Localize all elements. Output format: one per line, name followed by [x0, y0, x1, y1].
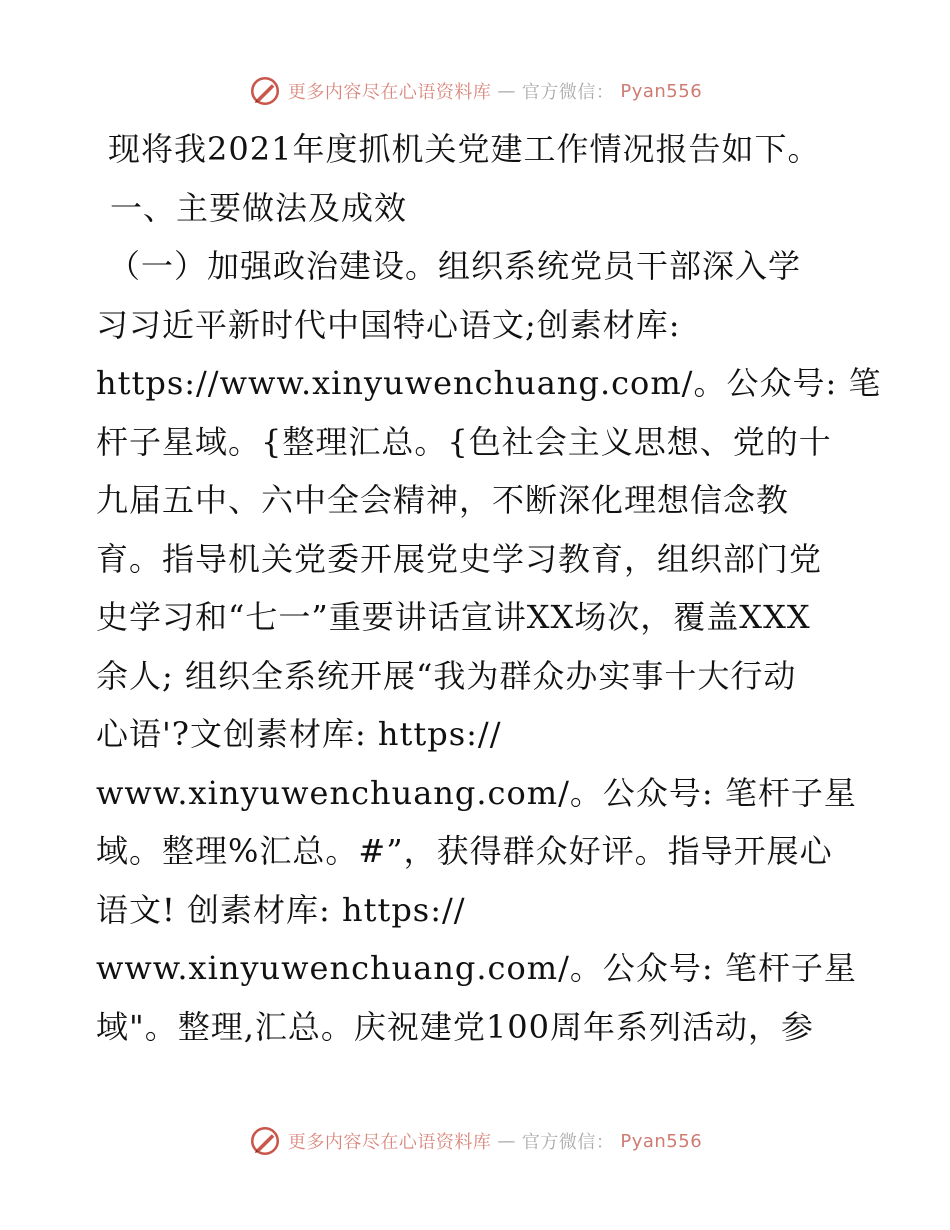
paragraph-line: 习习近平新时代中国特心语文;创素材库: [96, 305, 681, 344]
paragraph-line: 域"。整理,汇总。庆祝建党100周年系列活动，参 [96, 1007, 814, 1046]
watermark-wechat-id: Pyan556 [620, 1130, 703, 1152]
watermark-official-label: 官方微信： [521, 1132, 615, 1153]
paragraph-line: www.xinyuwenchuang.com/。公众号: 笔杆子星 [96, 949, 857, 987]
watermark-header [0, 74, 950, 108]
paragraph-line: https://www.xinyuwenchuang.com/。公众号: 笔 [96, 364, 882, 402]
watermark-main-text: 更多内容尽在心语资料库 [287, 1132, 492, 1153]
pen-logo-icon [248, 74, 282, 108]
paragraph-line: 育。指导机关党委开展党史学习教育，组织部门党 [96, 539, 823, 578]
intro-line: 现将我2021年度抓机关党建工作情况报告如下。 [108, 130, 821, 168]
paragraph-line: www.xinyuwenchuang.com/。公众号: 笔杆子星 [96, 773, 857, 812]
paragraph-line: 余人; 组织全系统开展“我为群众办实事十大行动 [96, 656, 797, 695]
section-heading: 一、主要做法及成效 [110, 188, 408, 227]
watermark-dash: — [497, 1130, 516, 1152]
paragraph-line: 九届五中、六中全会精神，不断深化理想信念教 [96, 481, 790, 519]
paragraph-line: 杆子星域。{整理汇总。{色社会主义思想、党的十 [96, 422, 832, 461]
paragraph-line: 史学习和“七一”重要讲话宣讲XX场次，覆盖XXX [96, 598, 811, 636]
paragraph-line: 域。整理%汇总。#”，获得群众好评。指导开展心 [96, 832, 833, 870]
watermark-main-text: 更多内容尽在心语资料库 [287, 82, 492, 103]
watermark-footer [0, 1124, 950, 1158]
paragraph-line: 语文! 创素材库: https:// [96, 890, 466, 929]
paragraph-line: 心语'?文创素材库: https:// [96, 715, 502, 753]
watermark-wechat-id: Pyan556 [620, 80, 703, 102]
paragraph-line: （一）加强政治建设。组织系统党员干部深入学 [108, 247, 802, 285]
watermark-official-label: 官方微信： [521, 82, 615, 103]
pen-logo-icon [248, 1124, 282, 1158]
document-body [96, 120, 882, 1056]
watermark-dash: — [497, 80, 516, 102]
